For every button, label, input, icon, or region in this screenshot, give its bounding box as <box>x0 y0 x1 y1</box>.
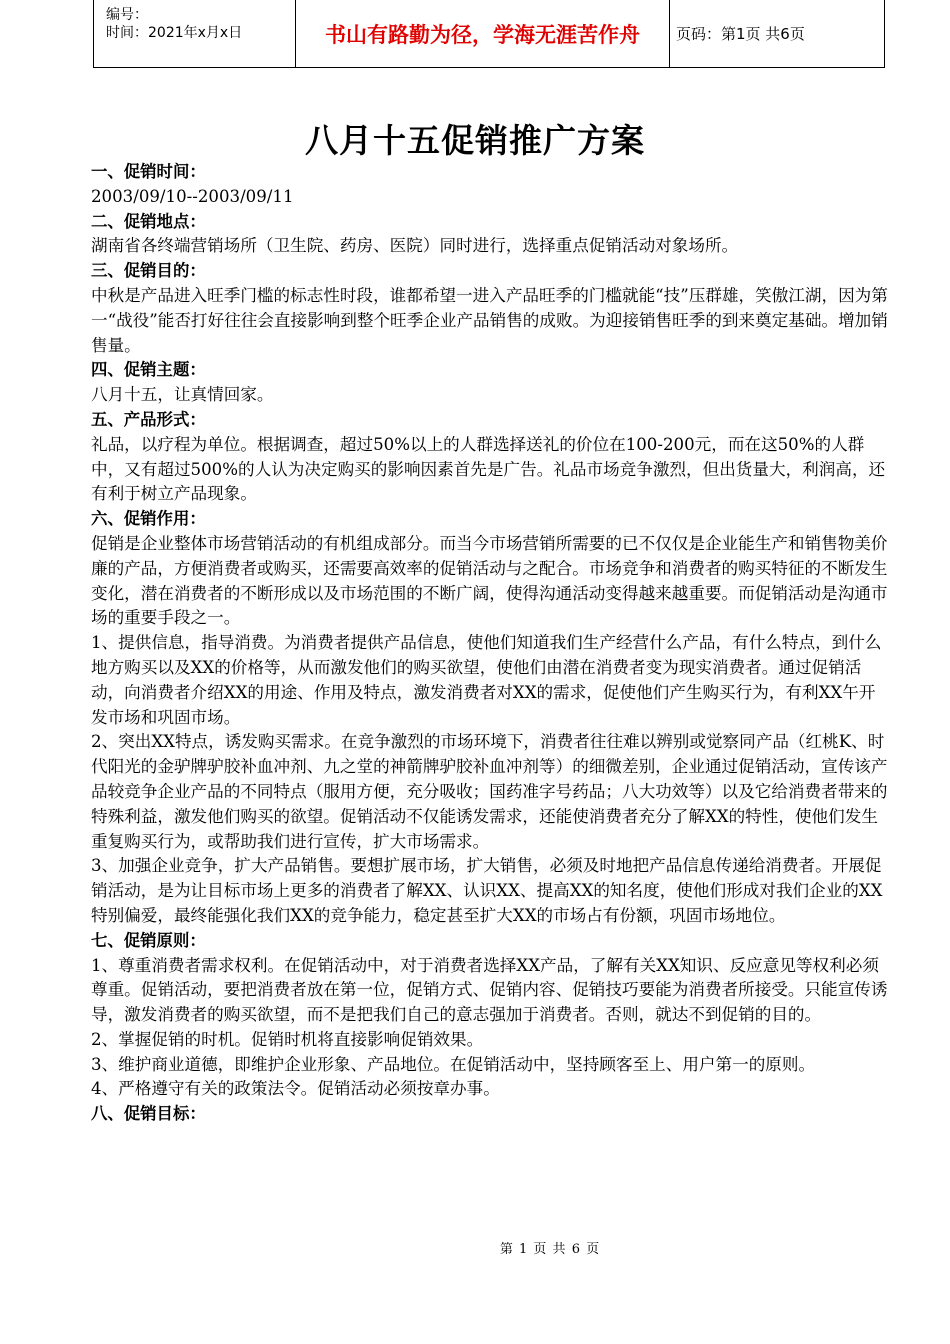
section-text-effect: 促销是企业整体市场营销活动的有机组成部分。而当今市场营销所需要的已不仅仅是企业能生产和销售物美价廉的产品，方便消费者或购买，还需要高效率的促销活动与之配合。市场竞争和消费者的购买特征的不断发生变化，潜在消费者的不断形成以及市场范围的不断广阔，使得沟通活动变得越来越重要。而促销活动是沟通市场的重要手段之一。 <box>91 533 888 628</box>
section-heading-time: 一、促销时间： <box>91 162 206 181</box>
header-motto: 书山有路勤为径，学海无涯苦作舟 <box>296 0 670 67</box>
header-box <box>93 0 885 68</box>
document-number-label: 编号： <box>106 7 148 23</box>
effect-paragraph-1: 1、提供信息，指导消费。为消费者提供产品信息，使他们知道我们生产经营什么产品，有什么特点，到什么地方购买以及XX的价格等，从而激发他们的购买欲望，使他们由潜在消费者变为现实消费者。通过促销活动，向消费者介绍XX的用途、作用及特点，激发消费者对XX的需求，促使他们产生购买行为，有利XX午开发市场和巩固市场。 <box>91 633 882 727</box>
page-footer: 第 1 页 共 6 页 <box>499 1242 601 1257</box>
section-text-time: 2003/09/10--2003/09/11 <box>91 186 294 206</box>
section-heading-effect: 六、促销作用： <box>91 509 206 529</box>
effect-paragraph-2: 2、突出XX特点，诱发购买需求。在竞争激烈的市场环境下，消费者往往难以辨别或觉察同产品（红桃K、时代阳光的金驴牌驴胶补血冲剂、九之堂的神箭牌驴胶补血冲剂等）的细微差别，企业通过促销活动，宣传该产品较竞争企业产品的不同特点（服用方便，充分吸收；国药准字号药品；八大功效等）以及它给消费者带来的特殊利益，激发他们购买的欲望。促销活动不仅能诱发需求，还能使消费者充分了解XX的特性，使他们发生重复购买行为，或帮助我们进行宣传，扩大市场需求。 <box>91 732 888 851</box>
principle-paragraph-1: 1、尊重消费者需求权利。在促销活动中，对于消费者选择XX产品，了解有关XX知识、反应意见等权利必须尊重。促销活动，要把消费者放在第一位，促销方式、促销内容、促销技巧要能为消费者所接受。只能宣传诱导，激发消费者的购买欲望，而不是把我们自己的意志强加于消费者。否则，就达不到促销的目的。 <box>91 955 888 1025</box>
section-heading-principles: 七、促销原则： <box>91 930 206 950</box>
section-heading-location: 二、促销地点： <box>91 211 206 231</box>
section-heading-product-form: 五、产品形式： <box>91 409 206 429</box>
section-text-location: 湖南省各终端营销场所（卫生院、药房、医院）同时进行，选择重点促销活动对象场所。 <box>91 236 739 256</box>
document-time-label: 时间：2021年x月x日 <box>106 25 243 41</box>
principle-paragraph-3: 3、维护商业道德，即维护企业形象、产品地位。在促销活动中，坚持顾客至上、用户第一的原则。 <box>91 1054 816 1074</box>
section-heading-purpose: 三、促销目的： <box>91 261 206 281</box>
header-meta <box>94 0 296 67</box>
principle-paragraph-4: 4、严格遵守有关的政策法令。促销活动必须按章办事。 <box>91 1079 500 1099</box>
principle-paragraph-2: 2、掌握促销的时机。促销时机将直接影响促销效果。 <box>91 1029 484 1049</box>
section-text-theme: 八月十五，让真情回家。 <box>91 385 274 405</box>
section-text-purpose: 中秋是产品进入旺季门槛的标志性时段，谁都希望一进入产品旺季的门槛就能“技”压群雄，笑傲江湖，因为第一“战役”能否打好往往会直接影响到整个旺季企业产品销售的成败。为迎接销售旺季的到来奠定基础。增加销售量。 <box>91 285 888 355</box>
section-heading-targets: 八、促销目标： <box>91 1104 206 1124</box>
header-page-info: 页码：第1页 共6页 <box>676 25 805 43</box>
document-body <box>91 160 891 1127</box>
section-text-product-form: 礼品，以疗程为单位。根据调查，超过50%以上的人群选择送礼的价位在100-200元，而在这50%的人群中，又有超过500%的人认为决定购买的影响因素首先是广告。礼品市场竞争激烈，但出货量大，利润高，还有利于树立产品现象。 <box>91 434 886 504</box>
document-title: 八月十五促销推广方案 <box>305 121 645 160</box>
effect-paragraph-3: 3、加强企业竞争，扩大产品销售。要想扩展市场，扩大销售，必须及时地把产品信息传递给消费者。开展促销活动，是为让目标市场上更多的消费者了解XX、认识XX、提高XX的知名度，使他们形成对我们企业的XX特别偏爱，最终能强化我们XX的竞争能力，稳定甚至扩大XX的市场占有份额，巩固市场地位。 <box>91 856 883 925</box>
section-heading-theme: 四、促销主题： <box>91 360 206 380</box>
